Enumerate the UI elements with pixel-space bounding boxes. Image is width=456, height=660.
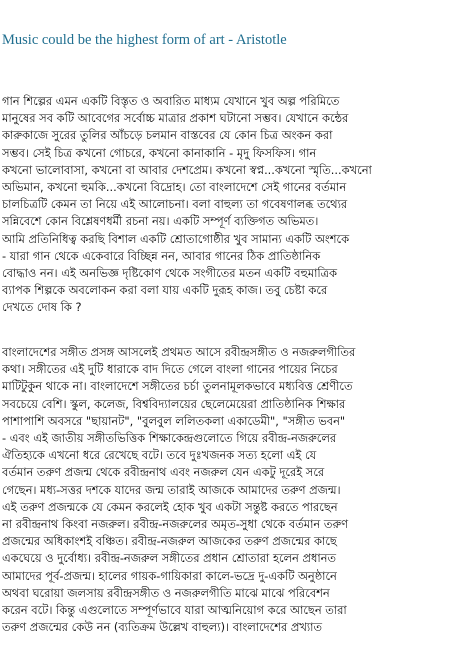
paragraph-line: কথা। সঙ্গীতের এই দুটি ধারাকে বাদ দিতে গেলে বাংলা গানের পায়ের নিচের	[2, 362, 338, 377]
paragraph-line: চালচিত্রটি কেমন তা নিয়ে এই আলোচনা। বলা বাহুল্য তা গবেষণালব্ধ তথ্যের	[2, 197, 348, 212]
paragraph-line: বর্তমান তরুণ প্রজন্ম থেকে রবীন্দ্রনাথ এবং নজরুল যেন একটু দূরেই সরে	[2, 465, 325, 480]
paragraph-line: মাটিটুকুন থাকে না। বাংলাদেশে সঙ্গীতের চর্চা তুলনামূলকভাবে মধ্যবিত্ত শ্রেণীতে	[2, 379, 353, 394]
paragraph-line: একঘেয়ে ও দুর্বোধ্য। রবীন্দ্র-নজরুল সঙ্গীতের প্রধান শ্রোতারা হলেন প্রধানত	[2, 551, 336, 566]
paragraph-line: - এবং এই জাতীয় সঙ্গীতভিত্তিক শিক্ষাকেন্দ্রগুলোতে গিয়ে রবীন্দ্র-নজরুলের	[2, 431, 337, 446]
paragraph-line: বাংলাদেশের সঙ্গীত প্রসঙ্গ আসলেই প্রথমত আসে রবীন্দ্রসঙ্গীত ও নজরুলগীতির	[2, 345, 356, 359]
paragraph-line: অথবা ঘরোয়া জলসায় রবীন্দ্রসঙ্গীত ও নজরুলগীতি মাঝে মাঝে পরিবেশন	[2, 585, 330, 600]
paragraph-line: কখনো ভালোবাসা, কখনো বা আবার দেশপ্রেম। কখনো স্বপ্ন...কখনো স্মৃতি...কখনো	[2, 162, 372, 177]
paragraph-line: ঐতিহ্যকে এখনো ধরে রেখেছে বটে। তবে দুঃখজনক সত্য হলো এই যে	[2, 448, 317, 463]
paragraph-line: করেন বটে। কিন্তু এগুলোতে সম্পূর্ণভাবে যারা আত্মনিয়োগ করে আছেন তারা	[2, 603, 347, 618]
paragraph-line: কারুকাজে সুরের তুলির আঁচড়ে চলমান বাস্তবের যে কোন চিত্র অংকন করা	[2, 128, 333, 143]
paragraph-line: এই তরুণ প্রজন্মকে যে কেমন করলেই হোক খুব একটা সন্তুষ্ট করতে পারছেন	[2, 499, 338, 514]
paragraph-line: মানুষের সব কটি আবেগের সর্বোচ্চ মাত্রার প্রকাশ ঘটানো সম্ভব। যেখানে কন্ঠের	[2, 111, 349, 126]
paragraph-line: না রবীন্দ্রনাথ কিংবা নজরুল। রবীন্দ্র-নজরুলের অমৃত-সুধা থেকে বর্তমান তরুণ	[2, 517, 349, 532]
paragraph-line: বোদ্ধাও নন। এই অনভিজ্ঞ দৃষ্টিকোণ থেকে সংগীতের মতন একটি বহুমাত্রিক	[2, 266, 337, 281]
paragraph-line: অভিমান, কখনো হুমকি...কখনো বিদ্রোহ। তো বাংলাদেশে সেই গানের বর্তমান	[2, 180, 347, 195]
paragraph-line: দেখতে দোষ কি ?	[2, 300, 82, 315]
paragraph-1	[2, 93, 452, 317]
paragraph-line: পাশাপাশি অবসরে "ছায়ানট", "বুলবুল ললিতকলা একাডেমী", "সঙ্গীত ভবন"	[2, 413, 346, 428]
paragraph-line: আমি প্রতিনিধিত্ব করছি বিশাল একটি শ্রোতাগোষ্ঠীর খুব সামান্য একটি অংশকে	[2, 231, 350, 246]
paragraph-line: - যারা গান থেকে একেবারে বিচ্ছিন্ন নন, আবার গানের ঠিক প্রাতিষ্ঠানিক	[2, 248, 321, 263]
paragraph-line: প্রজন্মের অধিকাংশই বঞ্চিত। রবীন্দ্র-নজরুল আজকের তরুণ প্রজন্মের কাছে	[2, 534, 337, 549]
paragraph-2	[2, 344, 452, 636]
page-title: Music could be the highest form of art - Aristotle	[2, 32, 287, 48]
paragraph-line: সম্ভব। সেই চিত্র কখনো গোচরে, কখনো কানাকানি - মৃদু ফিসফিস। গান	[2, 145, 317, 160]
paragraph-line: সবচেয়ে বেশি। স্কুল, কলেজ, বিশ্ববিদ্যালয়ের ছেলেমেয়েরা প্রাতিষ্ঠানিক শিক্ষার	[2, 396, 346, 411]
paragraph-line: ব্যাপক শিল্পকে অবলোকন করা বলা যায় একটি দুরূহ কাজ। তবু চেষ্টা করে	[2, 283, 328, 298]
paragraph-line: আমাদের পূর্ব-প্রজন্ম। হালের গায়ক-গায়িকারা কালে-ভদ্রে দু-একটি অনুষ্ঠানে	[2, 568, 337, 583]
paragraph-line: সন্নিবেশে কোন বিশ্লেষণধর্মী রচনা নয়। একটি সম্পূর্ণ ব্যক্তিগত অভিমত।	[2, 214, 319, 229]
paragraph-line: তরুণ প্রজন্মের কেউ নন (ব্যতিক্রম উল্লেখ বাহুল্য)। বাংলাদেশের প্রখ্যাত	[2, 620, 322, 635]
paragraph-line: গান শিল্পের এমন একটি বিস্তৃত ও অবারিত মাধ্যম যেখানে খুব অল্প পরিমিতে	[2, 94, 340, 108]
paragraph-line: গেছেন। মধ্য-সত্তর দশকে যাদের জন্ম তারাই আজকে আমাদের তরুণ প্রজন্ম।	[2, 482, 341, 497]
